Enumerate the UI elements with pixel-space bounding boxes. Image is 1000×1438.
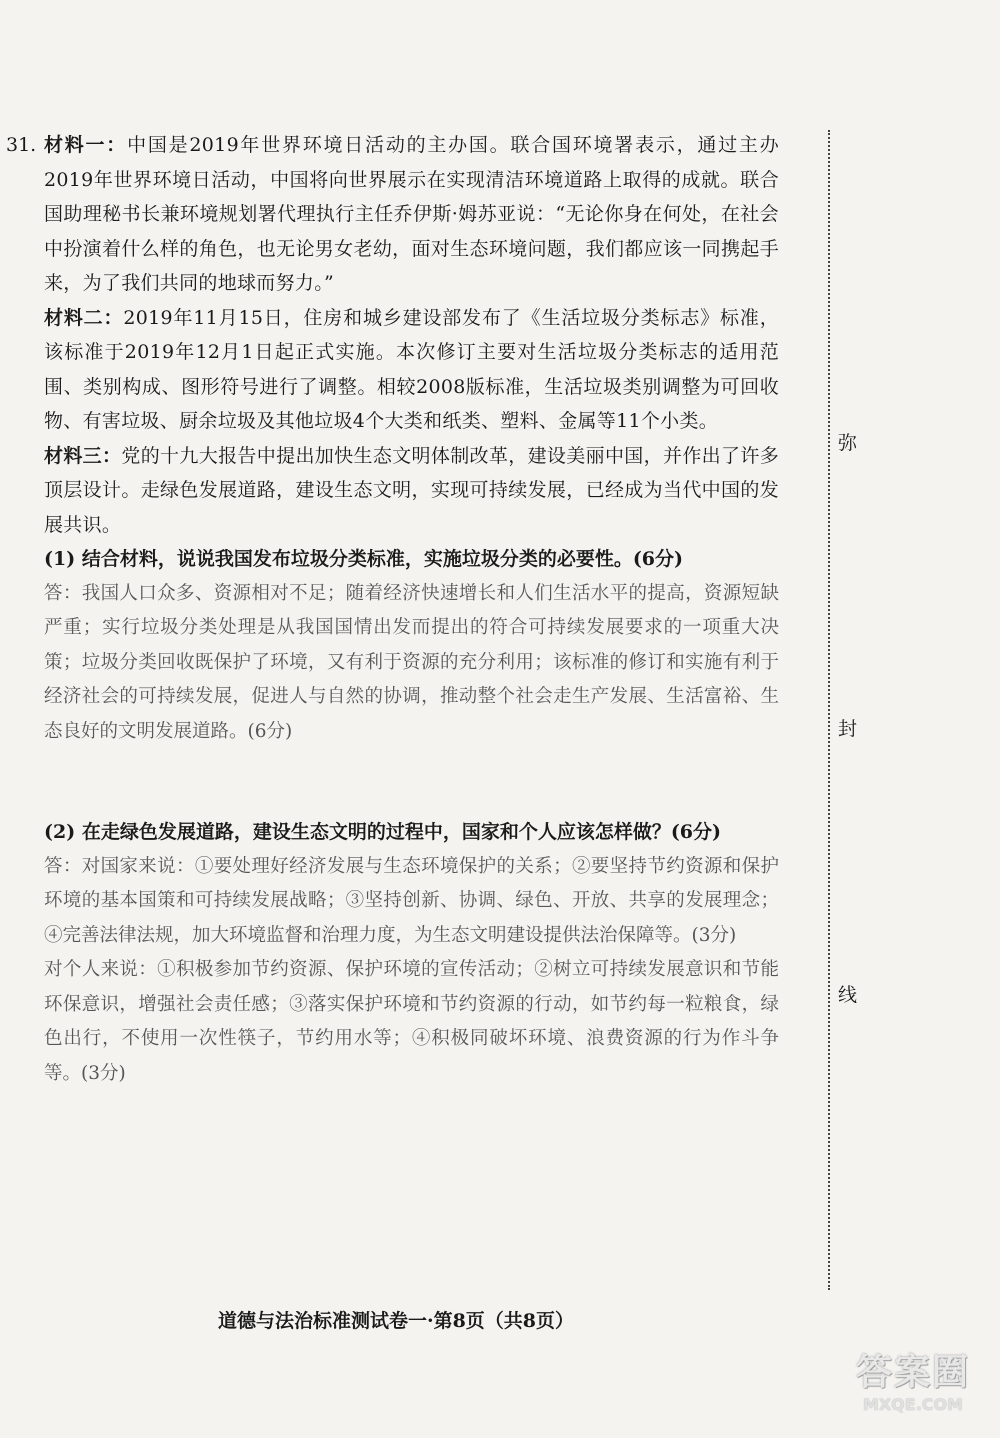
binding-char-mi: 弥 [838,432,858,454]
material-2-text: 2019年11月15日，住房和城乡建设部发布了《生活垃圾分类标志》标准，该标准于2019年12月1日起正式实施。本次修订主要对生活垃圾分类标志的适用范围、类别构成、图形符号进行了调整。相较2008版标准，生活垃圾类别调整为可回收物、有害垃圾、厨余垃圾及其他垃圾4个大类和纸类、塑料、金属等11个小类。 [44,306,779,432]
binding-line [828,130,830,1290]
watermark-sub: MXQE.COM [862,1395,964,1414]
sub-question-1: (1) 结合材料，说说我国发布垃圾分类标准，实施垃圾分类的必要性。(6分) [44,548,684,570]
watermark-main: 答案圈 [855,1351,970,1393]
material-1-label: 材料一： [44,134,128,156]
answer-2-person: 对个人来说：①积极参加节约资源、保护环境的宣传活动；②树立可持续发展意识和节能环保意识，增强社会责任感；③落实保护环境和节约资源的行动，如节约每一粒粮食，绿色出行，不使用一次性筷子，节约用水等；④积极同破坏环境、浪费资源的行为作斗争等。(3分) [44,959,779,1084]
material-1 [44,128,779,301]
material-2 [44,301,779,439]
page-footer: 道德与法治标准测试卷一·第8页（共8页） [217,1310,575,1332]
question-content [44,128,779,1091]
answer-1: 答：我国人口众多、资源相对不足；随着经济快速增长和人们生活水平的提高，资源短缺严重；实行垃圾分类处理是从我国国情出发而提出的符合可持续发展要求的一项重大决策；垃圾分类回收既保护了环境，又有利于资源的充分利用；该标准的修订和实施有利于经济社会的可持续发展，促进人与自然的协调，推动整个社会走生产发展、生活富裕、生态良好的文明发展道路。(6分) [44,582,779,742]
watermark-logo [838,1344,988,1424]
material-1-text: 中国是2019年世界环境日活动的主办国。联合国环境署表示，通过主办2019年世界环境日活动，中国将向世界展示在实现清洁环境道路上取得的成就。联合国助理秘书长兼环境规划署代理执行主任乔伊斯·姆苏亚说：“无论你身在何处，在社会中扮演着什么样的角色，也无论男女老幼，面对生态环境问题，我们都应该一同携起手来，为了我们共同的地球而努力。” [44,134,779,294]
material-3-label: 材料三： [44,444,122,467]
answer-gap [44,749,779,815]
answer-2-state: 答：对国家来说：①要处理好经济发展与生态环境保护的关系；②要坚持节约资源和保护环境的基本国策和可持续发展战略；③坚持创新、协调、绿色、开放、共享的发展理念；④完善法律法规，加大环境监督和治理力度，为生态文明建设提供法治保障等。(3分) [44,855,779,946]
material-3 [44,439,779,543]
binding-char-feng: 封 [838,718,858,740]
question-number: 31. [6,134,37,156]
material-3-text: 党的十九大报告中提出加快生态文明体制改革，建设美丽中国，并作出了许多顶层设计。走绿色发展道路，建设生态文明，实现可持续发展，已经成为当代中国的发展共识。 [44,444,779,536]
material-2-label: 材料二： [44,306,124,329]
binding-char-xian: 线 [838,984,858,1006]
sub-question-2: (2) 在走绿色发展道路，建设生态文明的过程中，国家和个人应该怎样做？(6分) [44,821,722,843]
